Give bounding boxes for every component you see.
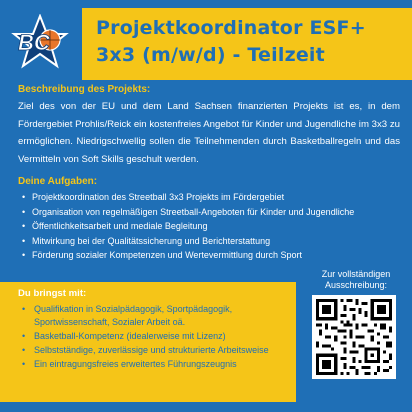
requirements-heading: Du bringst mit: xyxy=(18,288,87,299)
list-item: • Selbstständige, zuverlässige und strukturierte Arbeitsweise xyxy=(22,344,282,357)
list-item: • Projektkoordination des Streetball 3x3 Projekts im Fördergebiet xyxy=(22,190,402,205)
list-item: • Qualifikation in Sozialpädagogik, Sportpädagogik, Sportwissenschaft, Sozialer Arbeit oä. xyxy=(22,303,282,329)
tasks-list xyxy=(22,190,402,263)
requirements-box xyxy=(0,282,296,402)
tasks-heading: Deine Aufgaben: xyxy=(18,176,98,187)
list-item: • Öffentlichkeitsarbeit und mediale Begleitung xyxy=(22,219,402,234)
job-title-line1: Projektkoordinator ESF+ xyxy=(96,17,366,39)
club-logo xyxy=(6,14,74,74)
qr-code-icon xyxy=(316,299,392,375)
title-banner xyxy=(82,8,412,80)
list-item: • Ein eintragungsfreies erweitertes Führungszeugnis xyxy=(22,358,282,371)
bc-logo-icon xyxy=(6,14,74,74)
list-item: • Organisation von regelmäßigen Streetball-Angeboten für Kinder und Jugendliche xyxy=(22,205,402,220)
list-item: • Mitwirkung bei der Qualitätssicherung und Berichterstattung xyxy=(22,234,402,249)
qr-label: Zur vollständigen Ausschreibung: xyxy=(321,269,391,290)
requirements-list xyxy=(22,303,282,372)
list-item: • Basketball-Kompetenz (idealerweise mit Lizenz) xyxy=(22,330,282,343)
qr-code[interactable] xyxy=(312,295,396,379)
description-heading: Beschreibung des Projekts: xyxy=(18,84,151,95)
svg-text:BC: BC xyxy=(18,30,50,55)
list-item: • Förderung sozialer Kompetenzen und Wertevermittlung durch Sport xyxy=(22,248,402,263)
job-title-line2: 3x3 (m/w/d) - Teilzeit xyxy=(96,44,325,66)
description-text: Ziel des von der EU und dem Land Sachsen finanzierten Projekts ist es, in dem Fördergebiet Prohlis/Reick ein kostenfreies Angebot für Kinder und Jugendliche im 3x3 zu ermöglichen. Niedrigschwellig sollen die Teilnehmenden durch Basketballregeln und das Vermitteln von Soft Skills geschult werden. xyxy=(18,101,400,165)
